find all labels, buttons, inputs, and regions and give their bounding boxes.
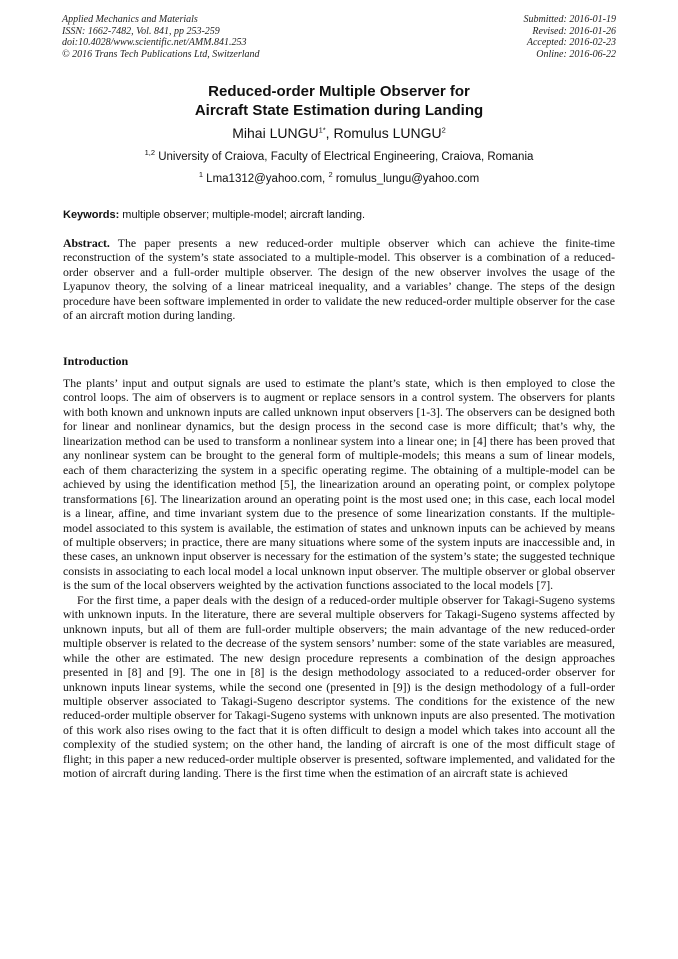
online-date: Online: 2016-06-22	[536, 48, 616, 60]
author-2: Romulus LUNGU	[333, 125, 442, 141]
introduction-body	[63, 376, 615, 781]
affiliation-text: University of Craiova, Faculty of Electrical Engineering, Craiova, Romania	[155, 151, 534, 163]
author-1-marker: 1*	[318, 125, 326, 135]
journal-name: Applied Mechanics and Materials	[62, 14, 198, 25]
introduction-heading: Introduction	[63, 354, 129, 368]
keywords-text: multiple observer; multiple-model; aircraft landing.	[119, 209, 366, 221]
email-2-marker: 2	[328, 170, 333, 180]
revised-date: Revised: 2016-01-26	[532, 25, 616, 37]
abstract	[63, 236, 615, 323]
paper-title	[0, 82, 678, 120]
journal-copyright: © 2016 Trans Tech Publications Ltd, Switzerland	[62, 48, 260, 60]
introduction-paragraph-2: For the first time, a paper deals with the design of a reduced-order multiple observer for Takagi-Sugeno systems with unknown inputs. In the literature, there are several multiple observers for Takagi-Sugeno systems affected by unknown inputs, but all of them are full-order multiple observers; the main advantage of the new reduced-order multiple observer is related to the decrease of the system sensors’ number: some of the state variables are measured, while the other are estimated. The new design procedure represents a combination of the design approaches presented in [8] and [9]. The one in [8] is the design methodology associated to a reduced-order observer for unknown inputs linear systems, while the second one (presented in [9]) is the design methodology of a full-order multiple observer associated to Takagi-Sugeno descriptor systems. The conditions for the existence of the new reduced-order multiple observer for Takagi-Sugeno systems with unknown inputs are also presented. The motivation of this work also rises owing to the fact that it is often difficult to design a model which takes into account all the complexity of the studied system; on the other hand, the landing of aircraft is one of the most difficult stage of flight; in this paper a new reduced-order multiple observer is presented, software implemented, and validated for the motion of aircraft during landing. There is the first time when the estimation of an aircraft state is achieved	[63, 592, 615, 781]
submitted-date: Submitted: 2016-01-19	[523, 14, 616, 25]
abstract-label: Abstract.	[63, 236, 110, 250]
affiliation	[0, 150, 678, 164]
email-1: Lma1312@yahoo.com,	[202, 173, 329, 185]
author-1: Mihai LUNGU	[232, 125, 319, 141]
keywords	[63, 209, 615, 222]
author-2-marker: 2	[441, 125, 446, 135]
author-separator: ,	[325, 125, 334, 141]
publication-dates	[524, 14, 617, 60]
accepted-date: Accepted: 2016-02-23	[526, 37, 616, 48]
journal-doi: doi:10.4028/www.scientific.net/AMM.841.253	[62, 37, 247, 48]
email-1-marker: 1	[198, 170, 203, 180]
keywords-label: Keywords:	[63, 209, 120, 221]
author-list	[0, 124, 678, 142]
title-line-2: Aircraft State Estimation during Landing	[194, 102, 484, 119]
journal-info	[62, 14, 260, 60]
title-line-1: Reduced-order Multiple Observer for	[208, 83, 470, 100]
email-2: romulus_lungu@yahoo.com	[332, 173, 480, 185]
journal-issn: ISSN: 1662-7482, Vol. 841, pp 253-259	[62, 25, 220, 37]
abstract-text: The paper presents a new reduced-order multiple observer which can achieve the finite-time reconstruction of the system’s state associated to a multiple-model. This observer is a combination of a reduced-order observer and a full-order multiple observer. The design of the new observer involves the usage of the Lyapunov theory, the solving of a linear matriceal inequality, and a variables’ change. The steps of the design procedure have been software implemented in order to validate the new reduced-order multiple observer for the case of an aircraft motion during landing.	[63, 236, 615, 323]
author-emails	[0, 172, 678, 186]
affiliation-marker: 1,2	[144, 148, 156, 158]
introduction-paragraph-1: The plants’ input and output signals are used to estimate the plant’s state, which is then employed to close the control loops. The aim of observers is to augment or replace sensors in a control system. The observers for plants with both known and unknown inputs are called unknown input observers [1-3]. The observers can be designed both for linear and nonlinear dynamics, but the design process in the second case is more difficult; that’s why, the linearization method can be used to transform a nonlinear system into a linear one; in [4] there has been proved that any nonlinear system can be brought to the general form of multiple-models; this means a sum of linear models, each of them characterizing the system in a specific operating regime. The obtaining of a multiple-model can be achieved by using the identification method [5], the linearization around an operating point, or complex polytope transformations [6]. The linearization around an operating point is the most used one; in this case, each local model is a linear, affine, and time invariant system due to the presence of some linearization constants. If the multiple-model associated to this system is available, the estimation of states and unknown inputs can be achieved by means of multiple observers; in practice, there are many situations where some of the system inputs are inaccessible and, in these cases, an unknown input observer is necessary for the estimation of the system’s state; the suggested technique consists in associating to each local model a local unknown input observer. The multiple observer or global observer is the sum of the local observers weighted by the activation functions associated to the local models [7].	[63, 376, 615, 593]
